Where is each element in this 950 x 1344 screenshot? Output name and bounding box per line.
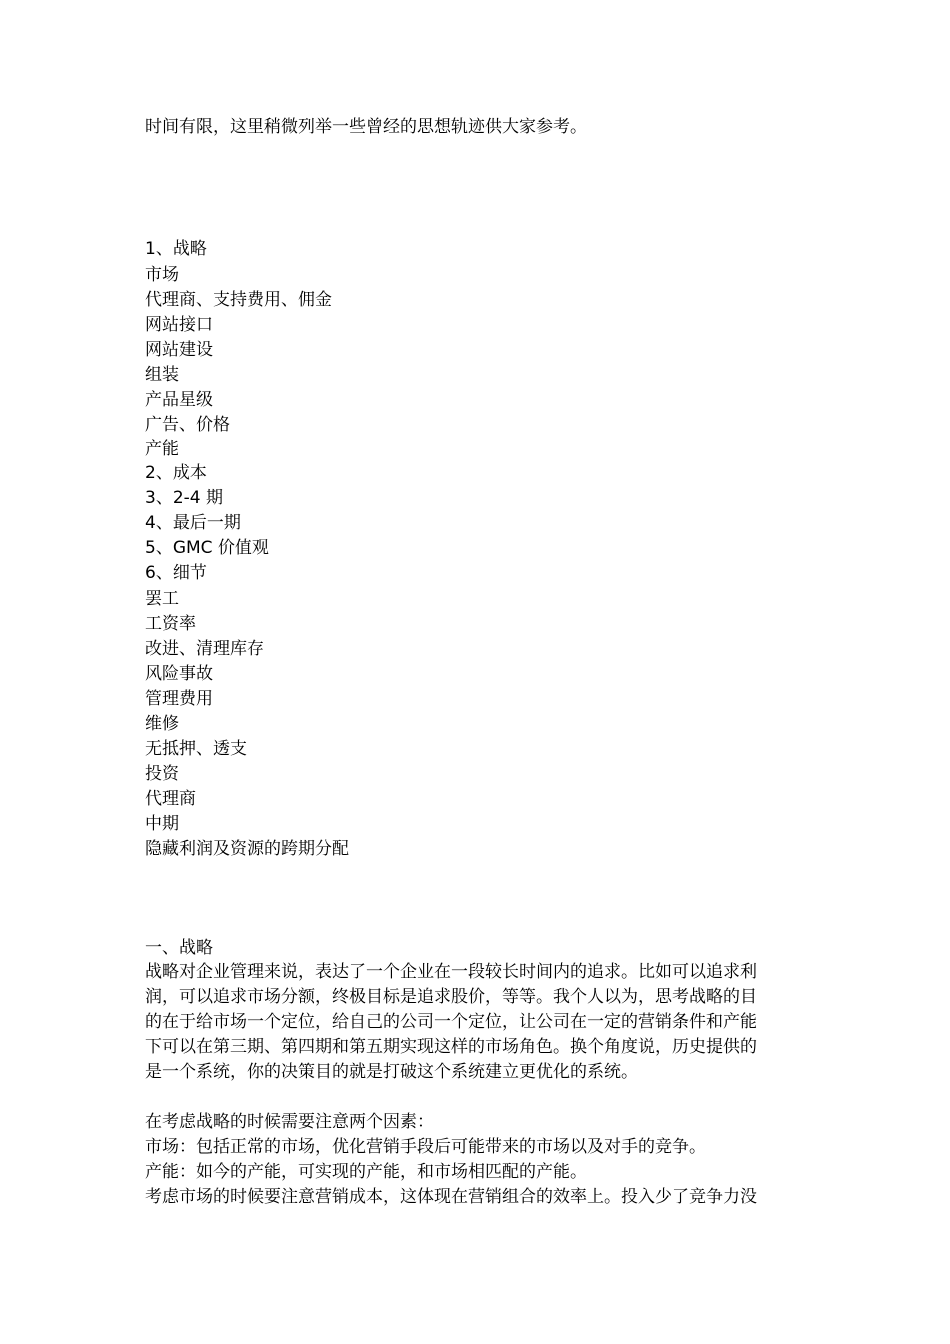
outline-item: 工资率 [145, 614, 196, 634]
outline-item: 维修 [145, 714, 179, 734]
outline-item: 产品星级 [145, 390, 213, 410]
paragraph-line: 润，可以追求市场分额，终极目标是追求股价，等等。我个人以为，思考战略的目 [145, 987, 757, 1007]
strategy-paragraph [145, 960, 807, 1085]
factors-intro: 在考虑战略的时候需要注意两个因素： [145, 1112, 434, 1132]
outline-item: 网站接口 [145, 315, 213, 335]
paragraph-line: 下可以在第三期、第四期和第五期实现这样的市场角色。换个角度说，历史提供的 [145, 1037, 757, 1057]
outline-item: 风险事故 [145, 664, 213, 684]
section-heading: 一、战略 [145, 938, 213, 958]
outline-item: 无抵押、透支 [145, 739, 247, 759]
outline-item: 隐藏利润及资源的跨期分配 [145, 839, 349, 859]
outline-item: 网站建设 [145, 340, 213, 360]
outline-item: 6、细节 [145, 563, 207, 583]
outline-item: 代理商 [145, 789, 196, 809]
outline-item: 产能 [145, 439, 179, 459]
outline-item: 改进、清理库存 [145, 639, 264, 659]
outline-item: 代理商、支持费用、佣金 [145, 290, 332, 310]
outline-item: 4、最后一期 [145, 513, 241, 533]
outline-item: 5、GMC 价值观 [145, 538, 269, 558]
paragraph-line: 战略对企业管理来说，表达了一个企业在一段较长时间内的追求。比如可以追求利 [145, 962, 757, 982]
outline-item: 罢工 [145, 589, 179, 609]
outline-item: 管理费用 [145, 689, 213, 709]
outline-item: 投资 [145, 764, 179, 784]
outline-item: 广告、价格 [145, 415, 230, 435]
market-factor: 市场：包括正常的市场，优化营销手段后可能带来的市场以及对手的竞争。 [145, 1137, 706, 1157]
outline-item: 中期 [145, 814, 179, 834]
outline-item: 市场 [145, 265, 179, 285]
outline-item: 组装 [145, 365, 179, 385]
outline-item: 3、2-4 期 [145, 488, 223, 508]
outline-item: 2、成本 [145, 463, 207, 483]
outline-item: 1、战略 [145, 239, 207, 259]
capacity-factor: 产能：如今的产能，可实现的产能，和市场相匹配的产能。 [145, 1162, 587, 1182]
intro-text: 时间有限，这里稍微列举一些曾经的思想轨迹供大家参考。 [145, 117, 587, 137]
marketing-cost-text: 考虑市场的时候要注意营销成本，这体现在营销组合的效率上。投入少了竞争力没 [145, 1187, 757, 1207]
paragraph-line: 是一个系统，你的决策目的就是打破这个系统建立更优化的系统。 [145, 1062, 638, 1082]
paragraph-line: 的在于给市场一个定位，给自己的公司一个定位，让公司在一定的营销条件和产能 [145, 1012, 757, 1032]
